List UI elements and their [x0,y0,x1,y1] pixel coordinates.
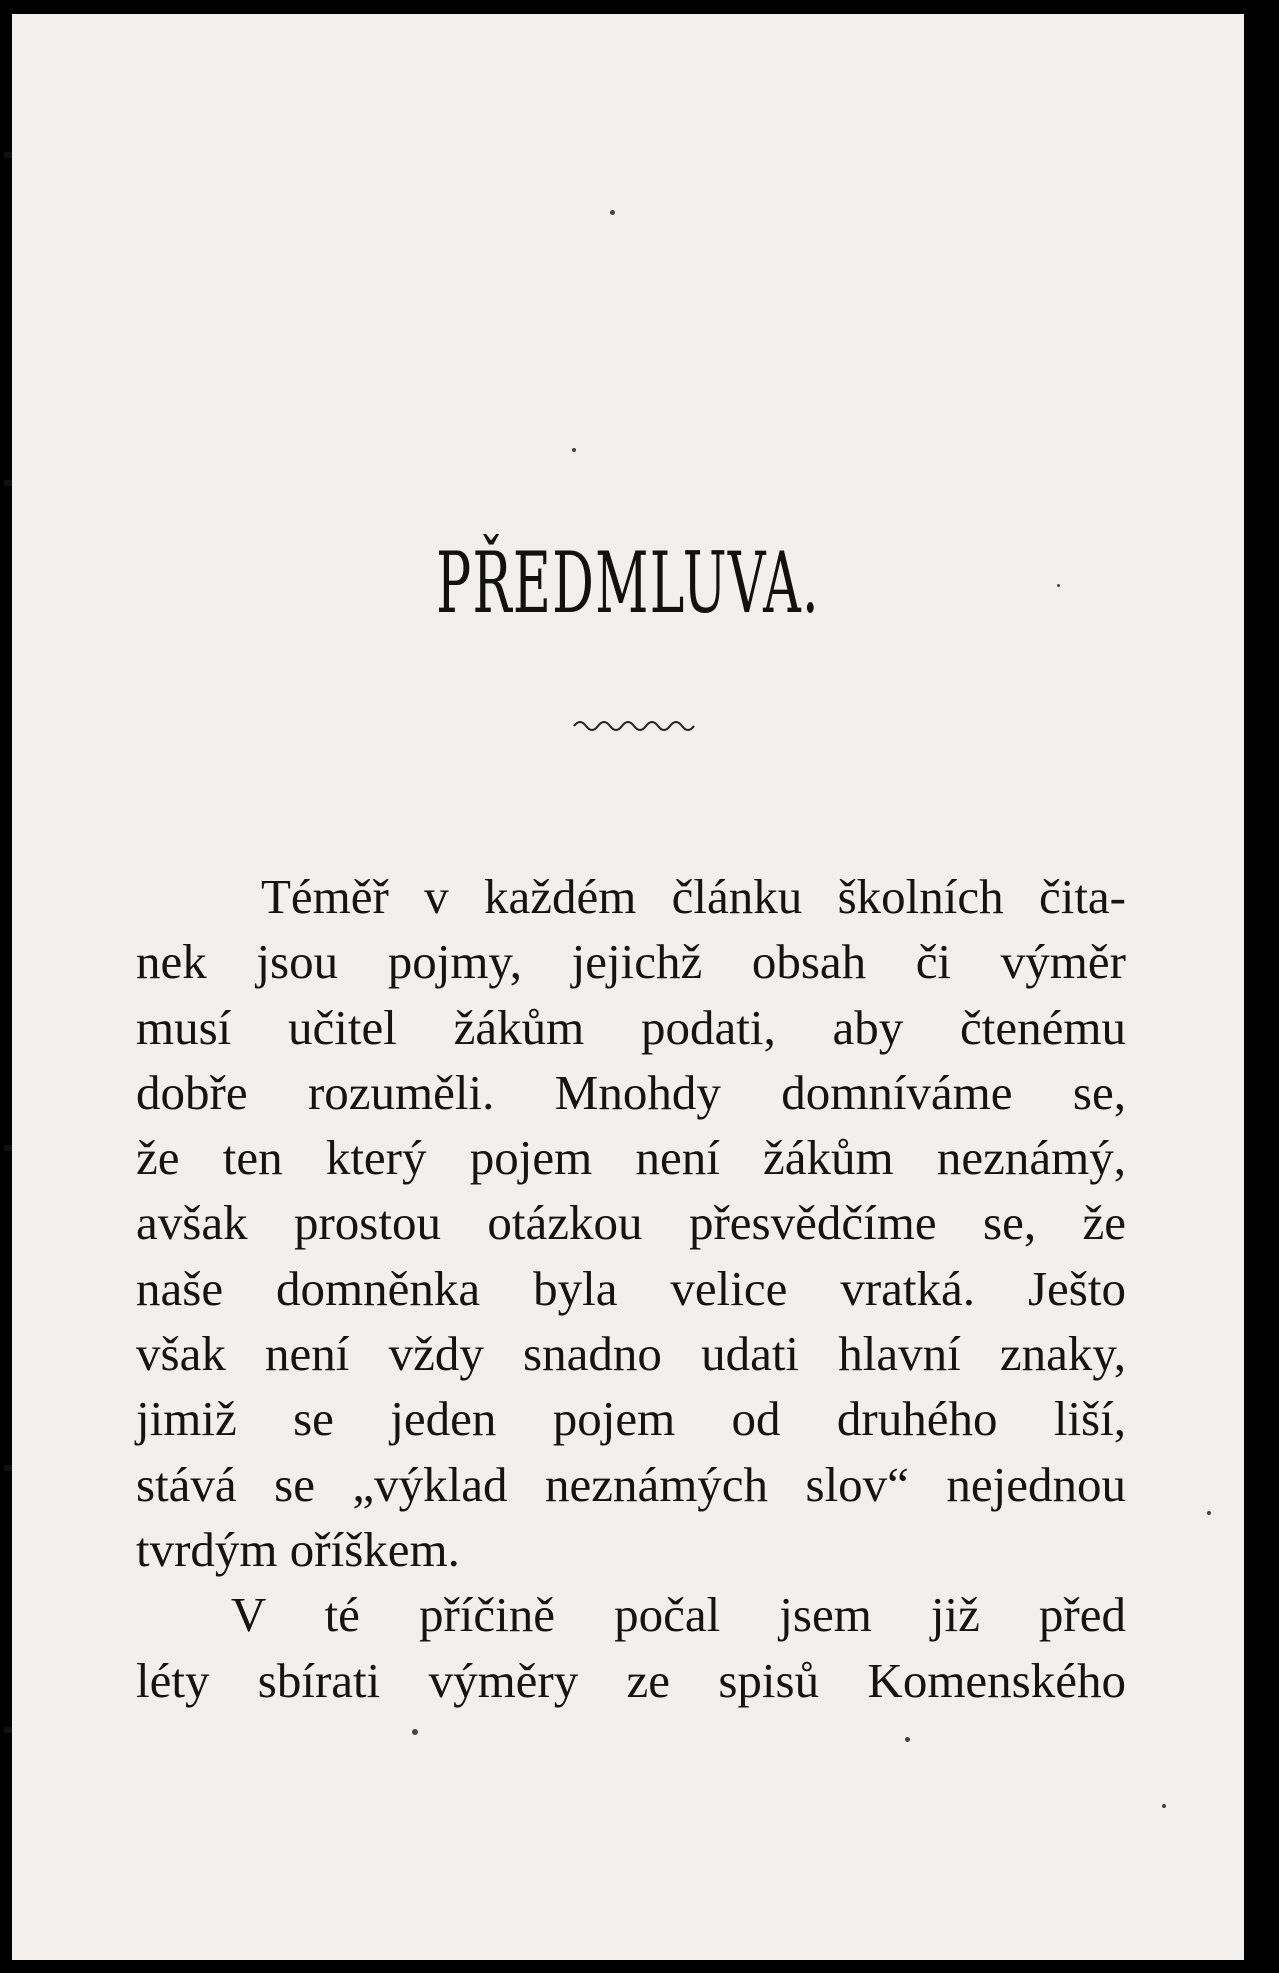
paper-speck [905,1737,910,1742]
text-line: nek jsou pojmy, jejichž obsah či výměr [136,934,1126,990]
paper-speck [1057,584,1060,587]
paper-speck [572,448,576,452]
paper-speck [1162,1804,1166,1808]
text-line: léty sbírati výměry ze spisů Komenského [136,1652,1126,1708]
text-line: však není vždy snadno udati hlavní znaky, [136,1326,1126,1382]
text-line: V té příčině počal jsem již před [231,1587,1126,1643]
text-line: naše domněnka byla velice vratká. Ješto [136,1260,1126,1316]
book-page [12,14,1244,1960]
page-title: PŘEDMLUVA. [436,534,820,632]
paper-speck [610,210,615,215]
paper-speck [1207,1511,1211,1515]
text-line: tvrdým oříškem. [136,1521,460,1577]
text-line: že ten který pojem není žákům neznámý, [136,1130,1126,1186]
paragraph-1 [136,864,1126,1582]
paper-speck [412,1729,418,1735]
text-line: musí učitel žákům podati, aby čtenému [136,999,1126,1055]
preface-body [136,864,1126,1713]
text-line: Téměř v každém článku školních čita- [261,869,1126,924]
text-line: jimiž se jeden pojem od druhého liší, [136,1391,1126,1447]
text-line: stává se „výklad neznámých slov“ nejednou [136,1456,1126,1512]
text-line: avšak prostou otázkou přesvědčíme se, že [136,1195,1126,1251]
paragraph-2 [136,1582,1126,1713]
text-line: dobře rozuměli. Mnohdy domníváme se, [136,1064,1126,1120]
wavy-ornament-icon [572,710,702,736]
